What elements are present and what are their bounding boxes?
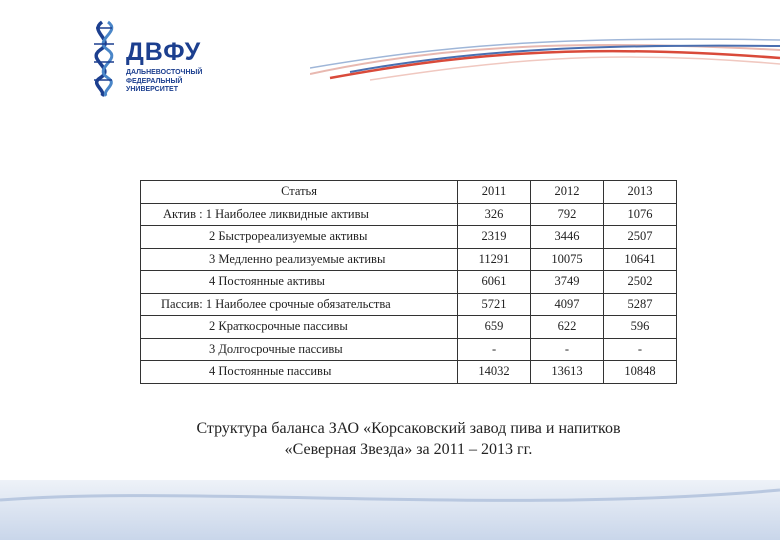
logo-subtitle-line: УНИВЕРСИТЕТ bbox=[126, 86, 178, 93]
row-value: 792 bbox=[531, 203, 604, 226]
row-value: 3446 bbox=[531, 226, 604, 249]
balance-table bbox=[140, 180, 677, 384]
row-value: 6061 bbox=[458, 271, 531, 294]
header-year: 2012 bbox=[531, 181, 604, 204]
header-year: 2011 bbox=[458, 181, 531, 204]
header-year: 2013 bbox=[604, 181, 677, 204]
row-label: Актив : 1 Наиболее ликвидные активы bbox=[141, 203, 458, 226]
row-value: 5721 bbox=[458, 293, 531, 316]
caption-line: «Северная Звезда» за 2011 – 2013 гг. bbox=[284, 441, 533, 458]
dna-helix-icon bbox=[82, 18, 124, 98]
row-label: 2 Быстрореализуемые активы bbox=[141, 226, 458, 249]
row-label: 3 Медленно реализуемые активы bbox=[141, 248, 458, 271]
row-value: 2319 bbox=[458, 226, 531, 249]
table-header-row bbox=[141, 181, 677, 204]
row-value: 10075 bbox=[531, 248, 604, 271]
row-value: 1076 bbox=[604, 203, 677, 226]
table-row bbox=[141, 248, 677, 271]
row-value: 11291 bbox=[458, 248, 531, 271]
row-value: 5287 bbox=[604, 293, 677, 316]
table-caption bbox=[140, 418, 677, 460]
row-label: 4 Постоянные пассивы bbox=[141, 361, 458, 384]
caption-line: Структура баланса ЗАО «Корсаковский завод пива и напитков bbox=[196, 420, 621, 437]
row-value: 622 bbox=[531, 316, 604, 339]
row-value: 2502 bbox=[604, 271, 677, 294]
logo-subtitle-line: ДАЛЬНЕВОСТОЧНЫЙ bbox=[126, 69, 203, 76]
row-value: 326 bbox=[458, 203, 531, 226]
row-label: Пассив: 1 Наиболее срочные обязательства bbox=[141, 293, 458, 316]
logo-name: ДВФУ bbox=[126, 38, 202, 66]
table-row bbox=[141, 226, 677, 249]
row-value: 10641 bbox=[604, 248, 677, 271]
table-row bbox=[141, 293, 677, 316]
row-value: 10848 bbox=[604, 361, 677, 384]
row-label: 2 Краткосрочные пассивы bbox=[141, 316, 458, 339]
university-logo bbox=[82, 18, 212, 98]
table-row bbox=[141, 203, 677, 226]
logo-subtitle bbox=[126, 69, 202, 95]
row-value: 659 bbox=[458, 316, 531, 339]
table-row bbox=[141, 316, 677, 339]
table-row bbox=[141, 361, 677, 384]
row-value: - bbox=[604, 338, 677, 361]
table-row bbox=[141, 271, 677, 294]
table-row bbox=[141, 338, 677, 361]
row-value: 596 bbox=[604, 316, 677, 339]
row-value: - bbox=[531, 338, 604, 361]
header-swoosh bbox=[310, 28, 780, 83]
row-value: 14032 bbox=[458, 361, 531, 384]
row-label: 4 Постоянные активы bbox=[141, 271, 458, 294]
row-value: 13613 bbox=[531, 361, 604, 384]
row-value: 4097 bbox=[531, 293, 604, 316]
row-value: 2507 bbox=[604, 226, 677, 249]
row-value: - bbox=[458, 338, 531, 361]
row-value: 3749 bbox=[531, 271, 604, 294]
logo-subtitle-line: ФЕДЕРАЛЬНЫЙ bbox=[126, 77, 183, 85]
header-label: Статья bbox=[141, 181, 458, 204]
row-label: 3 Долгосрочные пассивы bbox=[141, 338, 458, 361]
footer-band bbox=[0, 480, 780, 540]
